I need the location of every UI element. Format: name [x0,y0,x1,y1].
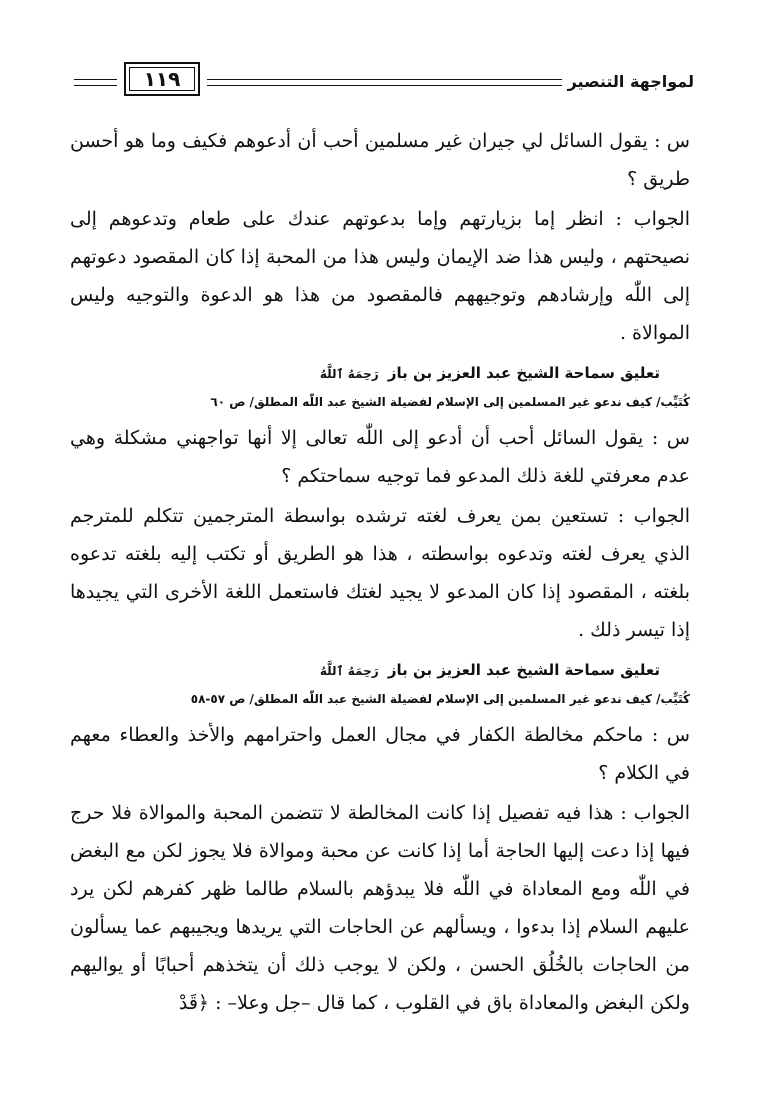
comment-2-text: تعليق سماحة الشيخ عبد العزيز بن باز [387,661,660,679]
page-header [74,62,694,102]
comment-2 [70,659,660,682]
source-1: كُتَيِّب/ كيف ندعو غير المسلمين إلى الإسلام لفضيلة الشيخ عبد اللّٰه المطلق/ ص ٦٠ [210,395,690,409]
honorific-1: رَحِمَهُ ٱللَّهُ [319,367,379,381]
question-3: س : ماحكم مخالطة الكفار في مجال العمل واحترامهم والأخذ والعطاء معهم في الكلام ؟ [70,724,690,784]
source-2: كُتَيِّب/ كيف ندعو غير المسلمين إلى الإسلام لفضيلة الشيخ عبد اللّٰه المطلق/ ص ٥٧-٥٨ [190,692,690,706]
page-content [70,122,690,1024]
honorific-2: رَحِمَهُ ٱللَّهُ [319,664,379,678]
page-number: ١١٩ [129,67,195,91]
header-rule [207,79,562,86]
page-number-box [124,62,200,96]
comment-1 [70,362,660,385]
answer-2: الجواب : تستعين بمن يعرف لغته ترشده بواسطة المترجمين تتكلم للمترجم الذي يعرف لغته وتدعوه بواسطته ، هذا هو الطريق أو تكتب إليه بلغته تدعوه بلغته ، المقصود إذا كان المدعو لا يجيد لغتك فاستعمل اللغة الأخرى التي يجيدها إذا تيسر ذلك . [70,505,690,641]
header-rule-short [74,79,117,86]
question-2: س : يقول السائل أحب أن أدعو إلى اللّٰه تعالى إلا أنها تواجهني مشكلة وهي عدم معرفتي للغة ذلك المدعو فما توجيه سماحتكم ؟ [70,427,690,487]
answer-1: الجواب : انظر إما بزيارتهم وإما بدعوتهم عندك على طعام وتدعوهم إلى نصيحتهم ، وليس هذا ضد الإيمان وليس هذا من المحبة إذا كان المقصود دعوتهم إلى اللّٰه وإرشادهم وتوجيههم فالمقصود من هذا هو الدعوة والتوجيه وليس الموالاة . [70,208,690,344]
question-1: س : يقول السائل لي جيران غير مسلمين أحب أن أدعوهم فكيف وما هو أحسن طريق ؟ [70,130,690,190]
comment-1-text: تعليق سماحة الشيخ عبد العزيز بن باز [387,364,660,382]
answer-3: الجواب : هذا فيه تفصيل إذا كانت المخالطة لا تتضمن المحبة والموالاة فلا حرج فيها إذا دعت إليها الحاجة أما إذا كانت عن محبة وموالاة فلا يجوز لكن مع البغض في اللّٰه ومع المعاداة في اللّٰه فلا يبدؤهم بالسلام طالما ظهر كفرهم لكن يرد عليهم السلام إذا بدءوا ، ويسألهم عن الحاجات التي يريدها ويجيبهم عما يسألون من الحاجات بالخُلُق الحسن ، ولكن لا يوجب ذلك أن يتخذهم أحبابًا أو يواليهم ولكن البغض والمعاداة باق في القلوب ، كما قال –جل وعلا– : ﴿قَدْ [70,802,690,1014]
running-title: لمواجهة التنصير [567,72,694,91]
